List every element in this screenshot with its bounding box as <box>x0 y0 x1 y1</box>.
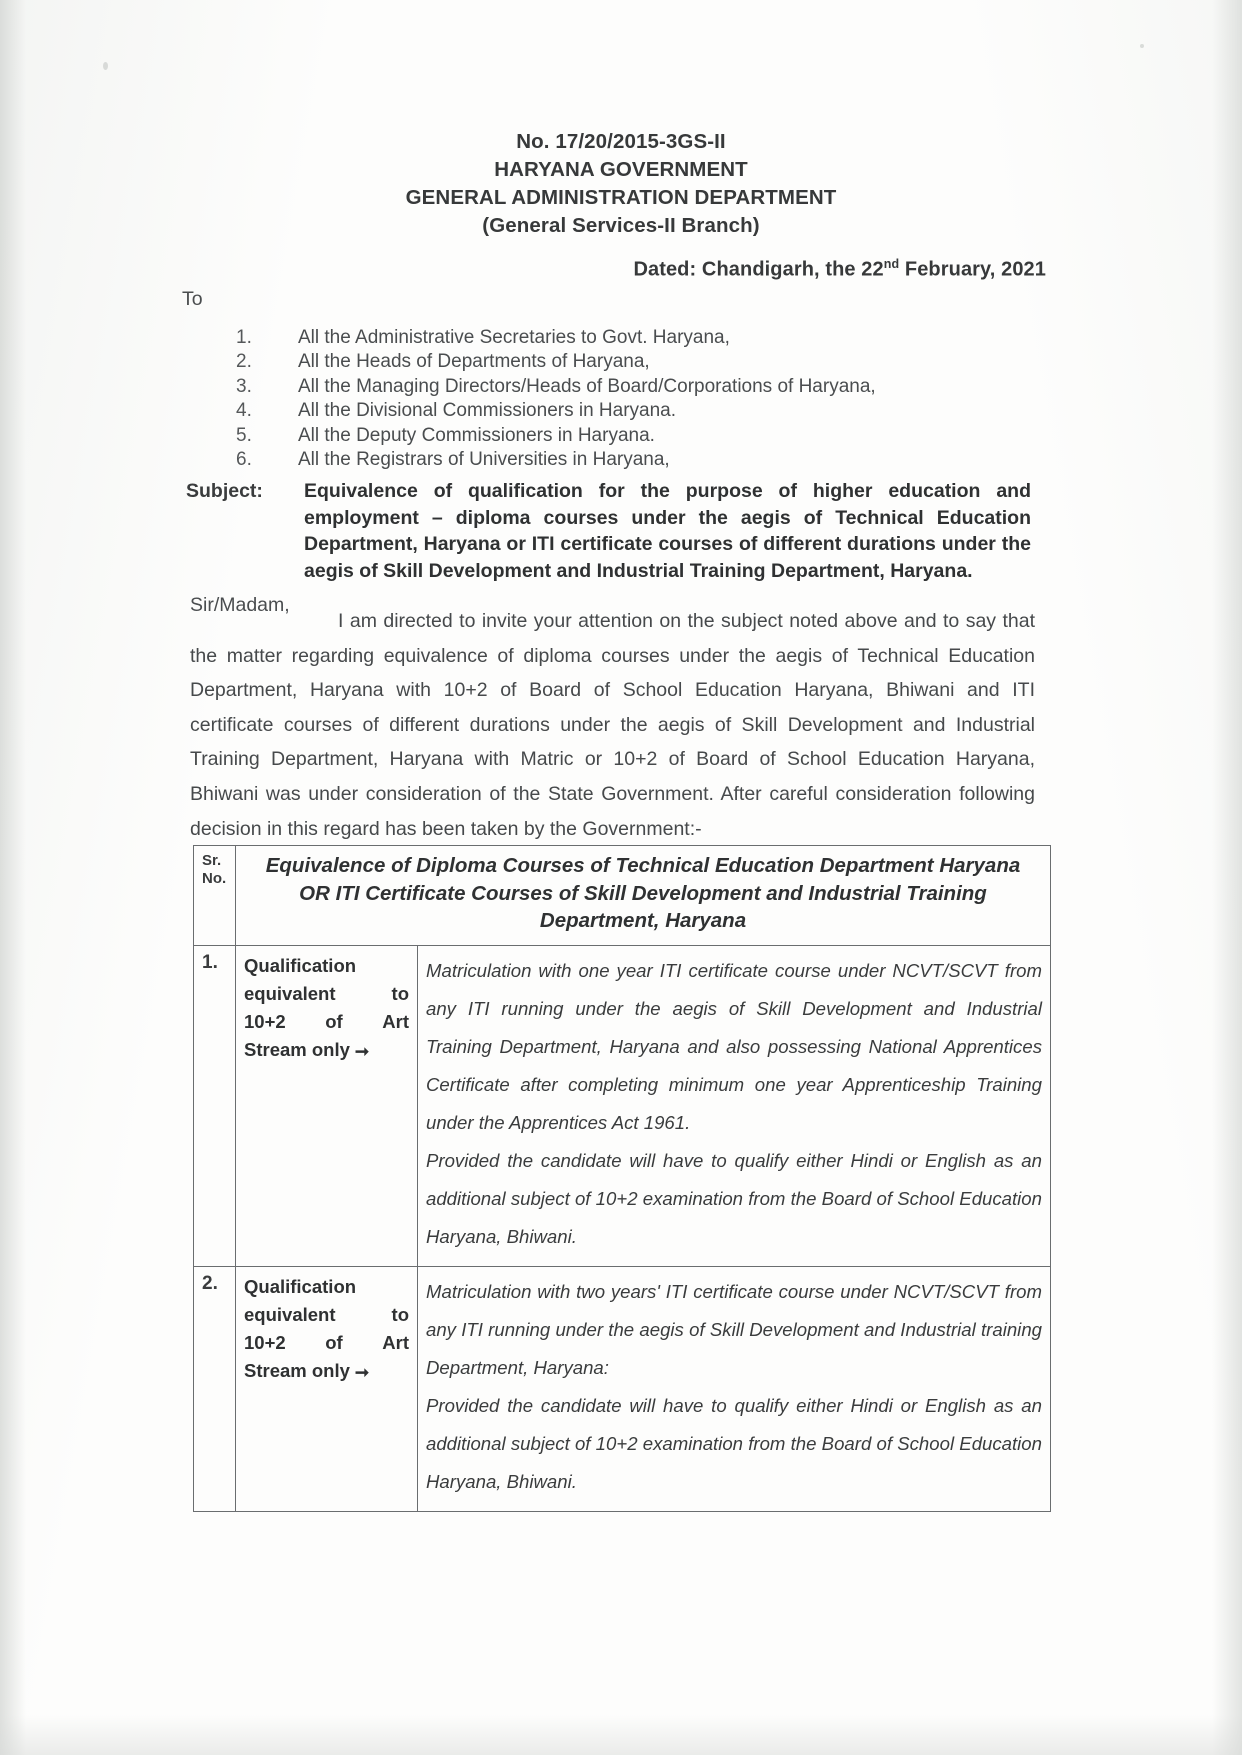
equivalence-header-line3: Department, Haryana <box>539 909 747 932</box>
qualification-word: to <box>391 1303 409 1325</box>
qualification-word: Art <box>382 1331 409 1353</box>
file-number: No. 17/20/2015-3GS-II <box>516 130 726 153</box>
list-item <box>236 399 1016 423</box>
sr-header-line2: No. <box>202 870 227 887</box>
list-item <box>236 375 1016 399</box>
table-row <box>194 1266 1051 1511</box>
equivalence-table <box>193 845 1051 1512</box>
list-item <box>236 326 1016 350</box>
recipient-text: All the Heads of Departments of Haryana, <box>298 351 650 373</box>
subject-label: Subject: <box>186 480 263 502</box>
recipient-number: 3. <box>236 375 252 397</box>
row-serial-number: 2. <box>194 1266 236 1511</box>
table-header-row <box>194 846 1051 946</box>
column-header-sr-no <box>194 846 236 946</box>
row-qualification <box>236 1266 418 1511</box>
arrow-right-icon: ➞ <box>354 1041 370 1061</box>
qualification-line <box>244 980 409 1008</box>
qualification-word: Stream only <box>244 1038 350 1060</box>
qualification-word: of <box>325 1331 343 1353</box>
department-name: GENERAL ADMINISTRATION DEPARTMENT <box>405 186 837 209</box>
recipient-text: All the Managing Directors/Heads of Board/Corporations of Haryana, <box>298 375 876 397</box>
qualification-line <box>244 1329 409 1357</box>
branch-name: (General Services-II Branch) <box>482 214 760 237</box>
table-row <box>194 945 1051 1266</box>
to-label: To <box>182 288 203 310</box>
qualification-word: equivalent <box>244 1303 336 1325</box>
qualification-word: 10+2 <box>244 1010 286 1032</box>
row-description <box>418 945 1051 1266</box>
recipient-list <box>236 326 1016 472</box>
dateline-suffix: February, 2021 <box>899 258 1046 281</box>
dateline <box>0 240 1242 282</box>
qualification-word: Art <box>382 1010 409 1032</box>
body-paragraph: I am directed to invite your attention on the subject noted above and to say that the matter regarding equivalence of diploma courses under the aegis of Technical Education Department, Haryana with 10+2 of Board of School Education Haryana, Bhiwani and ITI certificate courses of different durations under the aegis of Skill Development and Industrial Training Department, Haryana with Matric or 10+2 of Board of School Education Haryana, Bhiwani was under consideration of the State Government. After careful consideration following decision in this regard has been taken by the Government:- <box>190 610 1035 840</box>
equivalence-header-line1: Equivalence of Diploma Courses of Technical Education Department Haryana <box>265 854 1021 877</box>
row-qualification <box>236 945 418 1266</box>
salutation: Sir/Madam, <box>190 594 290 616</box>
qualification-line <box>244 1301 409 1329</box>
list-item <box>236 424 1016 448</box>
recipient-number: 4. <box>236 400 252 422</box>
description-paragraph: Matriculation with one year ITI certificate course under NCVT/SCVT from any ITI running under the aegis of Skill Development and Industrial Training Department, Haryana and also possessing National Apprentices Certificate after completing minimum one year Apprenticeship Training under the Apprentices Act 1961. <box>426 959 1042 1133</box>
recipient-text: All the Registrars of Universities in Haryana, <box>298 449 670 471</box>
qualification-word: to <box>391 982 409 1004</box>
government-name: HARYANA GOVERNMENT <box>494 158 748 181</box>
recipient-number: 5. <box>236 424 252 446</box>
dateline-prefix: Dated: Chandigarh, the 22 <box>633 258 884 281</box>
subject-text: Equivalence of qualification for the purpose of higher education and employment – diploma courses under the aegis of Technical Education Department, Haryana or ITI certificate courses of different durations under the aegis of Skill Development and Industrial Training Department, Haryana. <box>304 480 1031 582</box>
list-item <box>236 350 1016 374</box>
row-serial-number: 1. <box>194 945 236 1266</box>
recipient-number: 6. <box>236 449 252 471</box>
qualification-line: Qualification <box>244 954 357 976</box>
qualification-word: 10+2 <box>244 1331 286 1353</box>
sr-header-line1: Sr. <box>202 852 222 869</box>
qualification-line <box>244 1036 409 1064</box>
recipient-text: All the Divisional Commissioners in Haryana. <box>298 400 677 422</box>
description-paragraph: Provided the candidate will have to qualify either Hindi or English as an additional subject of 10+2 examination from the Board of School Education Haryana, Bhiwani. <box>426 1394 1042 1492</box>
qualification-line <box>244 1357 409 1385</box>
row-description <box>418 1266 1051 1511</box>
description-paragraph: Provided the candidate will have to qualify either Hindi or English as an additional subject of 10+2 examination from the Board of School Education Haryana, Bhiwani. <box>426 1149 1042 1247</box>
qualification-word: equivalent <box>244 982 336 1004</box>
recipient-number: 2. <box>236 351 252 373</box>
dateline-ordinal: nd <box>883 257 900 271</box>
qualification-line: Qualification <box>244 1275 357 1297</box>
subject-block <box>186 478 1031 584</box>
equivalence-header-line2: OR ITI Certificate Courses of Skill Development and Industrial Training <box>299 881 987 905</box>
column-header-equivalence <box>236 846 1051 946</box>
qualification-word: Stream only <box>244 1359 350 1381</box>
list-item <box>236 448 1016 472</box>
recipient-text: All the Administrative Secretaries to Govt. Haryana, <box>298 327 730 348</box>
recipient-text: All the Deputy Commissioners in Haryana. <box>298 424 655 446</box>
qualification-word: of <box>325 1010 343 1032</box>
recipient-number: 1. <box>236 327 252 348</box>
description-paragraph: Matriculation with two years' ITI certificate course under NCVT/SCVT from any ITI running under the aegis of Skill Development and Industrial training Department, Haryana: <box>426 1280 1042 1378</box>
qualification-line <box>244 1008 409 1036</box>
arrow-right-icon: ➞ <box>354 1362 370 1382</box>
letterhead <box>0 0 1242 240</box>
